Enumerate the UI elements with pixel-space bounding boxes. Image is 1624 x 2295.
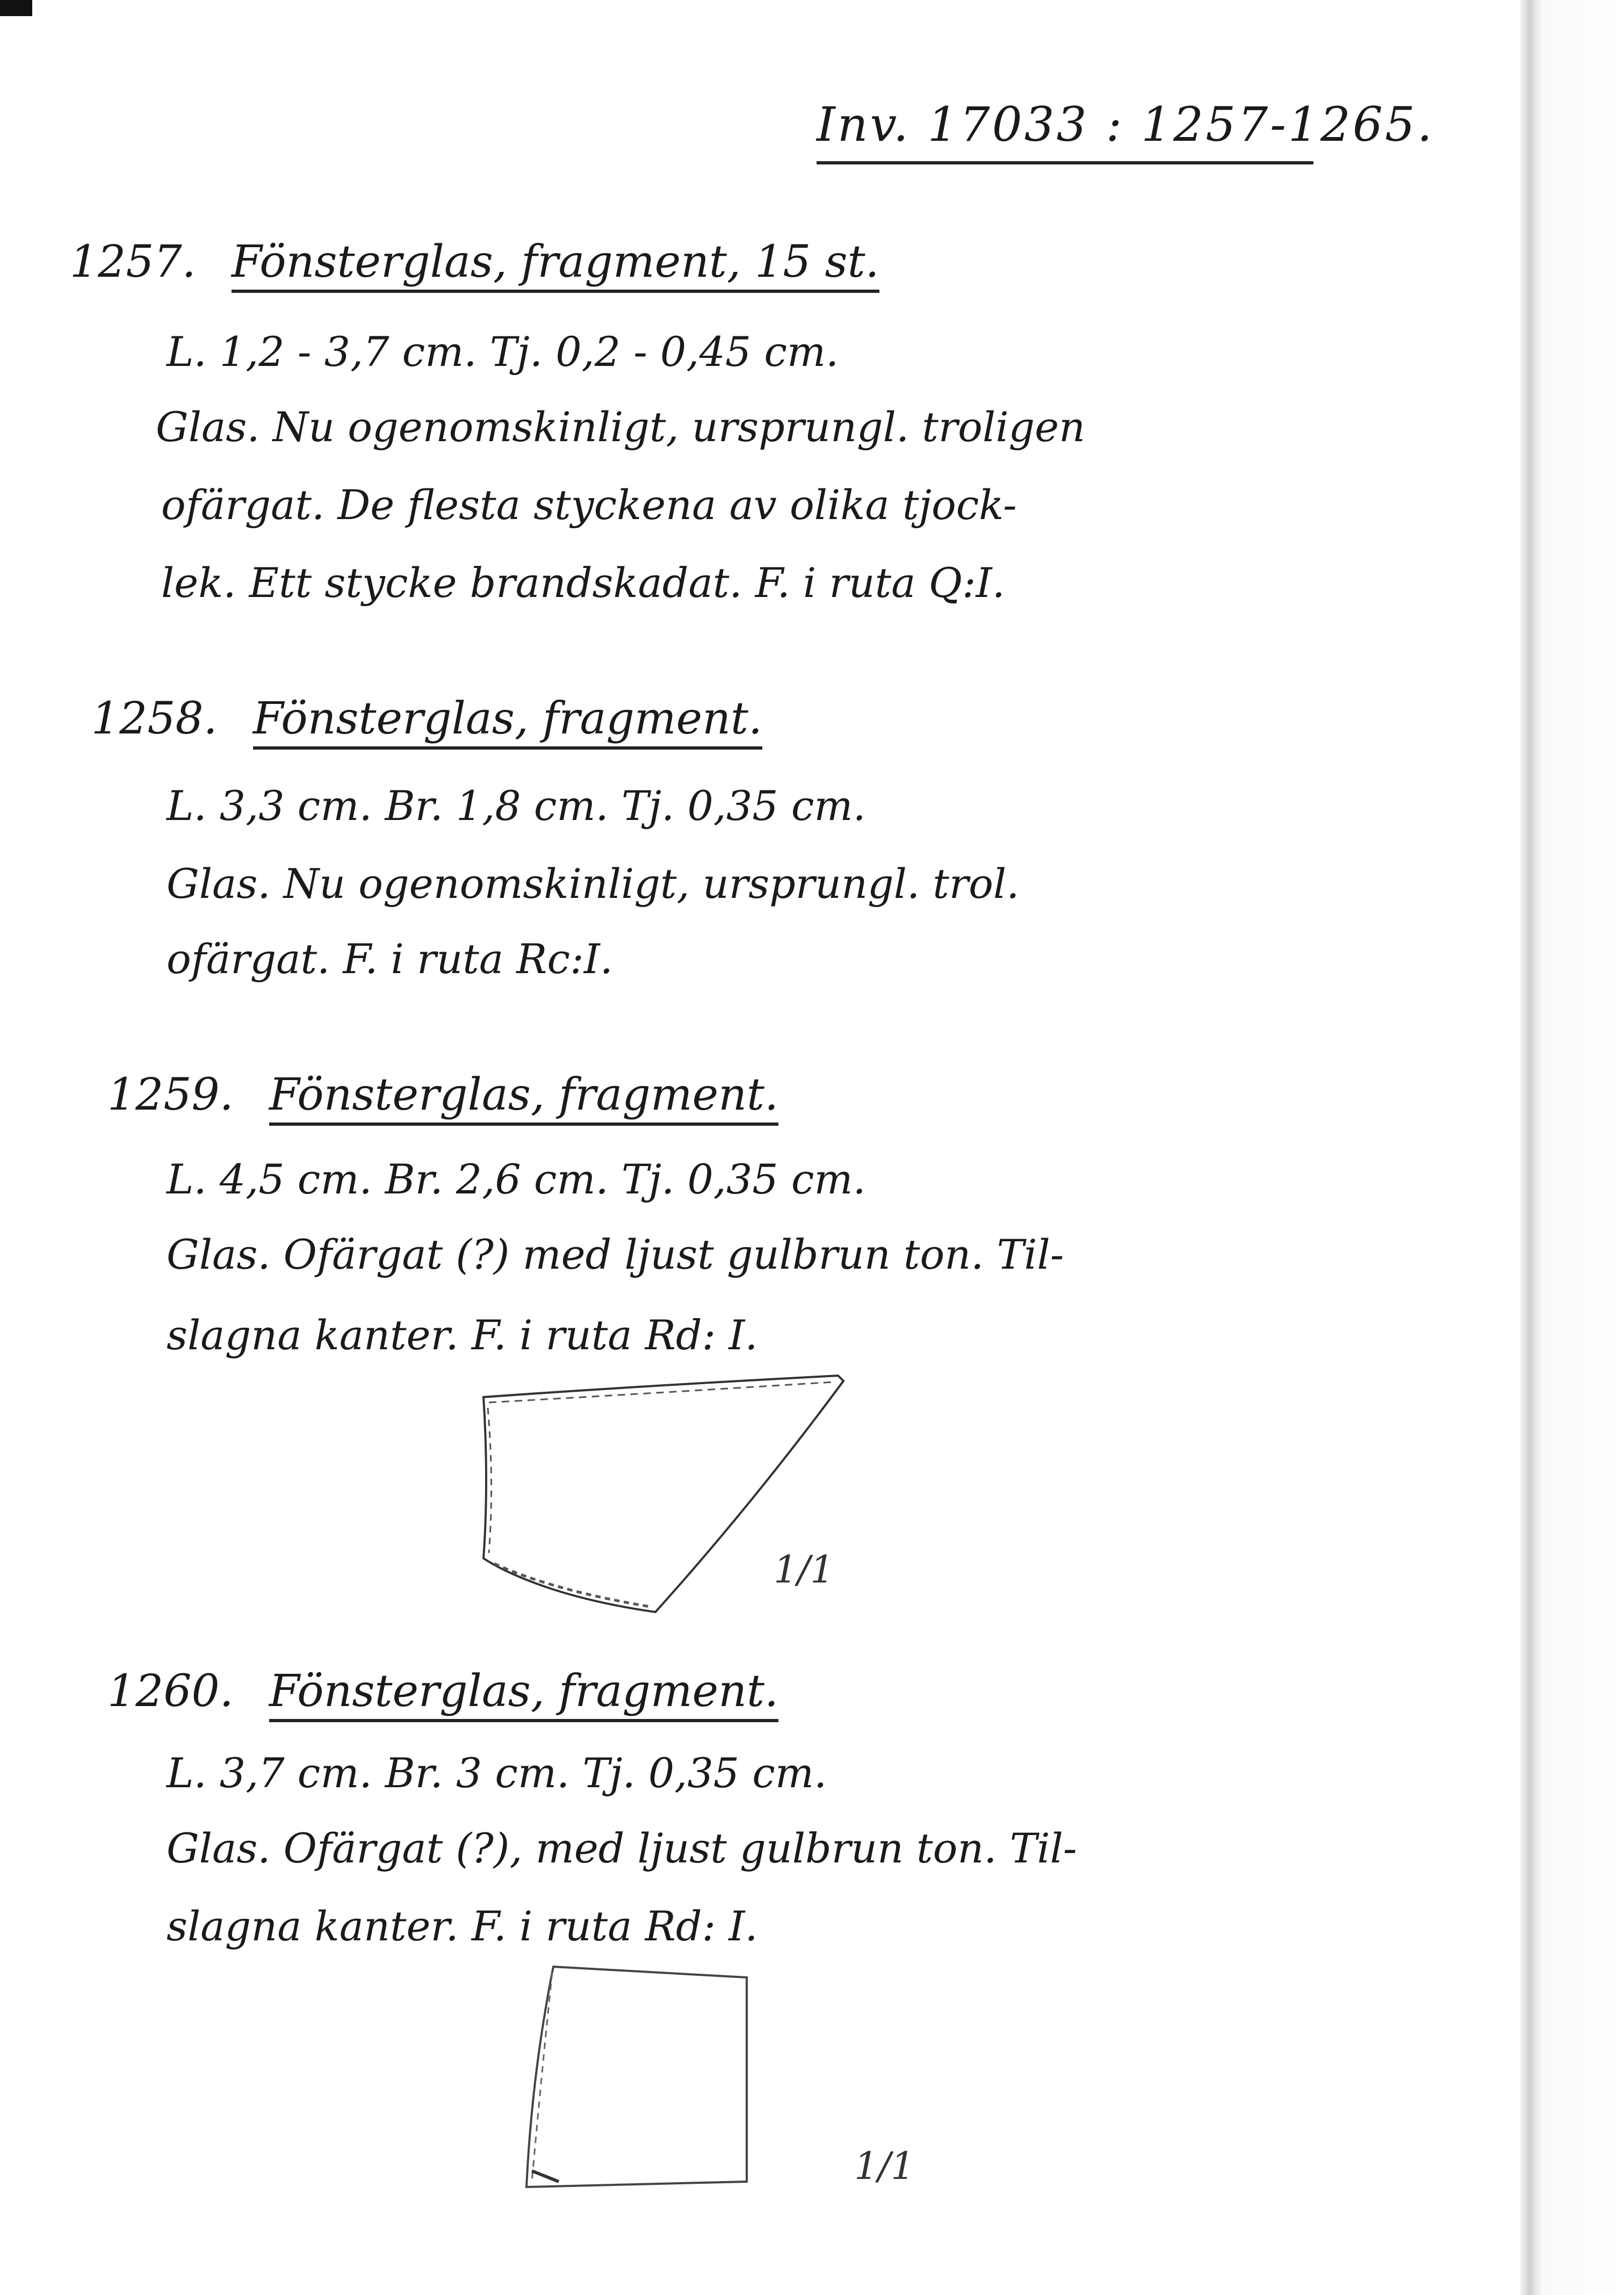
header-underline <box>817 161 1313 164</box>
scale-label: 1/1 <box>774 1548 834 1592</box>
entry-title: Fönsterglas, fragment. <box>269 1666 778 1722</box>
page-margin-right <box>1542 0 1624 2295</box>
entry-line: slagna kanter. F. i ruta Rd: I. <box>167 1311 758 1359</box>
entry-line: Glas. Nu ogenomskinligt, ursprungl. troligen <box>156 403 1086 451</box>
scan-corner-mark <box>0 0 32 16</box>
inventory-header: Inv. 17033 : 1257-1265. <box>817 97 1434 152</box>
entry-heading <box>107 1666 778 1722</box>
scale-label: 1/1 <box>854 2144 915 2188</box>
entry-number: 1260. <box>107 1666 234 1717</box>
entry-heading <box>70 236 879 293</box>
glass-fragment-sketch <box>510 1956 790 2203</box>
entry-title: Fönsterglas, fragment. <box>253 693 762 750</box>
entry-heading <box>107 1069 778 1126</box>
book-binding-edge <box>1520 0 1542 2295</box>
glass-fragment-sketch <box>473 1365 860 1634</box>
entry-title: Fönsterglas, fragment. <box>269 1069 778 1126</box>
entry-line: L. 1,2 - 3,7 cm. Tj. 0,2 - 0,45 cm. <box>167 328 839 376</box>
entry-line: Glas. Ofärgat (?), med ljust gulbrun ton. Til- <box>167 1824 1077 1872</box>
entry-number: 1257. <box>70 236 196 287</box>
entry-line: L. 4,5 cm. Br. 2,6 cm. Tj. 0,35 cm. <box>167 1155 866 1203</box>
entry-line: slagna kanter. F. i ruta Rd: I. <box>167 1902 758 1950</box>
entry-number: 1258. <box>91 693 218 744</box>
entry-line: lek. Ett stycke brandskadat. F. i ruta Q:I. <box>161 559 1005 607</box>
entry-line: Glas. Nu ogenomskinligt, ursprungl. trol. <box>167 860 1020 908</box>
entry-line: L. 3,3 cm. Br. 1,8 cm. Tj. 0,35 cm. <box>167 782 866 830</box>
entry-line: L. 3,7 cm. Br. 3 cm. Tj. 0,35 cm. <box>167 1749 827 1797</box>
entry-number: 1259. <box>107 1069 234 1120</box>
entry-line: ofärgat. F. i ruta Rc:I. <box>167 935 613 983</box>
entry-heading <box>91 693 762 750</box>
entry-title: Fönsterglas, fragment, 15 st. <box>232 236 879 293</box>
entry-line: ofärgat. De flesta styckena av olika tjock- <box>161 481 1017 529</box>
entry-line: Glas. Ofärgat (?) med ljust gulbrun ton. Til- <box>167 1231 1064 1278</box>
